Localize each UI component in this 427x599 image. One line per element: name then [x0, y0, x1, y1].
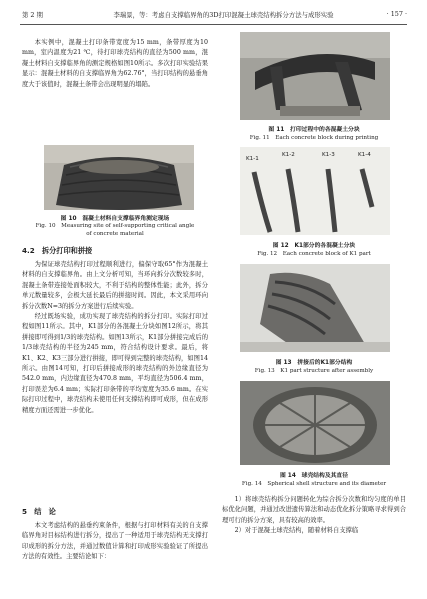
section-5-heading: 5 结 论 [22, 507, 56, 516]
fig12-label-k1-2: K1-2 [282, 152, 295, 158]
figure-11-photo [240, 32, 390, 120]
left-paragraph-4: 本文考虑结构的悬垂约束条件，根据与打印材料有关的自支撑临界角对目标结构进行拆分，提出了一种适用于球壳结构无支撑打印成形的拆分方法，并通过数值计算和打印成形实验验证了所提出方法的有效性。主要结论如下： [22, 522, 208, 561]
right-paragraph-5: 1）将球壳结构拆分问题转化为综合拆分次数和均匀度的单目标优化问题，并通过改进遗传算法和动态优化拆分策略寻求得到合理可行的拆分方案，具有较高的效率。 2）对于混凝土球壳结构，随着材料自支撑临 [222, 496, 406, 535]
figure-14-photo [240, 381, 390, 465]
figure-12-photo [240, 147, 390, 235]
figure-10-caption-en-2: of concrete material [86, 231, 144, 237]
fig12-label-k1-4: K1-4 [358, 152, 371, 158]
figure-11-caption-en: Fig. 11 Each concrete block during printing [249, 135, 379, 141]
fig12-label-k1-3: K1-3 [322, 152, 335, 158]
header-rule [20, 24, 407, 25]
section-4-2-heading: 4.2 拆分打印和拼接 [22, 246, 93, 255]
figure-13-caption-en: Fig. 13 K1 part structure after assembly [254, 368, 374, 374]
left-paragraph-2: 为保证球壳结构打印过程顺利进行，偏保守取65°作为混凝土材料的自支撑临界角。由上文分析可知，当环向拆分次数较多时，混凝土条带连接处面积较大，不利于结构的整体性能；此外，拆分单元数量较多，会极大延长最后的拼接时间。因此，本文采用环向拆分次数N=3的拆分方案进行后续实验。 经过既场实验，成功实现了球壳结构的拆分打印。实际打印过程如图11所示。其中，K1部分的各混凝土分块如图12所示，将其拼接即可得到1/3的球壳结构。如图13所示，K1部分拼接完成后的1/3球壳结构的半径为245 mm，符合结构设计要求。最后，将K1、K2、K3三部分进行拼接，即可得到完整的球壳结构，如图14所示。由图14可知，打印后拼接成形的球壳结构的外边缘直径为542.0 mm，内边缘直径为470.8 mm，平均直径为506.4 mm，打印误差为6.4 mm；实际打印条带的平均宽度为35.6 mm。在实际打印过程中，球壳结构未使用任何支撑结构即可成形，但在成形精度方面还需进一步优化。 [22, 261, 208, 414]
figure-12-caption-zh: 图 12 K1部分的各混凝土分块 [272, 243, 356, 249]
figure-10-photo [44, 145, 194, 210]
fig12-label-k1-1: K1-1 [246, 156, 259, 162]
figure-12-caption-en: Fig. 12 Each concrete block of K1 part [257, 251, 371, 257]
figure-10-caption-en-1: Fig. 10 Measuring site of self-supporting critical angle [35, 223, 195, 229]
figure-13-photo [240, 264, 390, 352]
figure-14-caption-en: Fig. 14 Spherical shell structure and its diameter [241, 481, 387, 487]
figure-11-caption-zh: 图 11 打印过程中的各混凝土分块 [268, 127, 360, 133]
figure-10-caption-zh: 图 10 混凝土材料自支撑临界角测定现场 [60, 216, 170, 222]
figure-14-caption-zh: 图 14 球壳结构及其直径 [279, 473, 349, 479]
page-number: · 157 · [386, 10, 407, 18]
issue-number: 第 2 期 [22, 11, 43, 19]
running-header [22, 8, 407, 22]
running-title: 李瑞景，等：考虑自支撑临界角的3D打印混凝土球壳结构拆分方法与成形实验 [113, 11, 334, 19]
figure-13-caption-zh: 图 13 拼接后的K1部分结构 [275, 360, 353, 366]
left-paragraph-1: 本实例中，混凝土打印条带宽度为15 mm，条带厚度为10 mm，室内温度为21 ℃，待打印球壳结构的直径为500 mm，混凝土材料自支撑临界角的测定规格如图10所示。多次打印实验结果显示：混凝土材料的自支撑临界角为62.76°，当打印结构的悬垂角度大于该值时，混凝土条带会出现明显的塌陷。 [22, 39, 208, 88]
